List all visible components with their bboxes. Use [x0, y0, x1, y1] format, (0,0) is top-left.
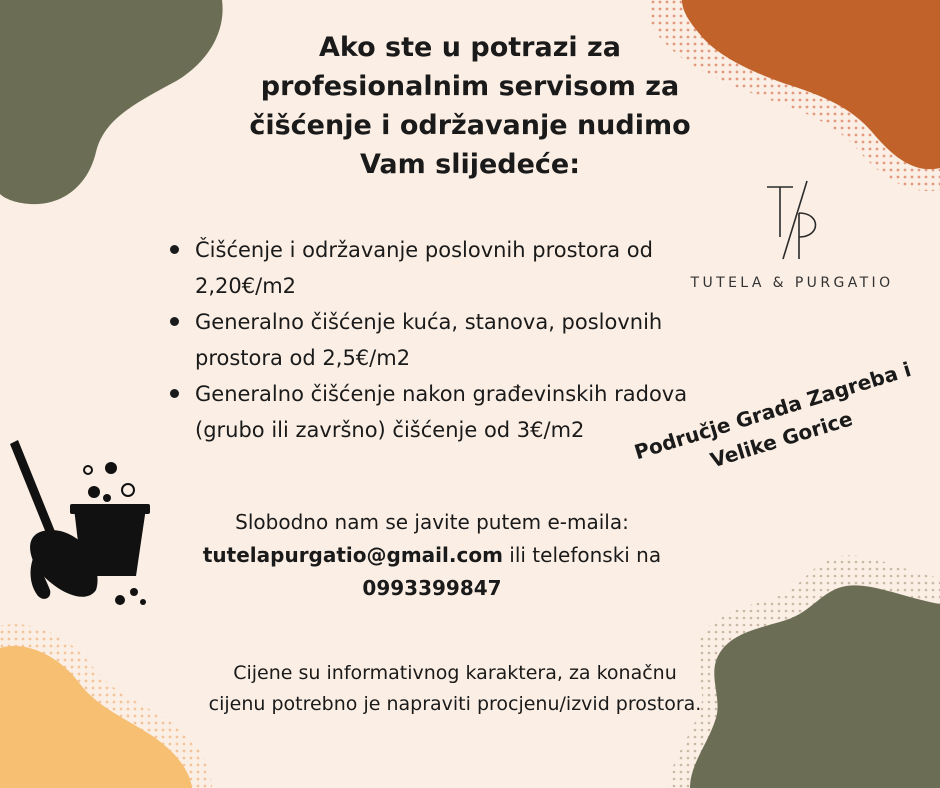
service-item: Generalno čišćenje kuća, stanova, poslovnih prostora od 2,5€/m2 — [168, 304, 688, 376]
service-item: Čišćenje i održavanje poslovnih prostora od 2,20€/m2 — [168, 232, 688, 304]
contact-block — [172, 506, 692, 605]
rust-blob-top-right — [682, 0, 940, 169]
phone-number[interactable]: 0993399847 — [362, 576, 502, 600]
logo — [652, 175, 932, 291]
email-link[interactable]: tutelapurgatio@gmail.com — [202, 543, 503, 567]
olive-blob-top-left — [0, 0, 223, 204]
contact-line — [172, 539, 692, 572]
services-list — [168, 232, 688, 448]
contact-intro: Slobodno nam se javite putem e-maila: — [235, 510, 629, 534]
monogram-logo — [747, 175, 837, 265]
service-item: Generalno čišćenje nakon građevinskih radova (grubo ili završno) čišćenje od 3€/m2 — [168, 376, 688, 448]
phone-intro: ili telefonski na — [502, 543, 662, 567]
brand-name: TUTELA & PURGATIO — [690, 275, 894, 291]
mop-bucket-icon — [0, 430, 160, 620]
headline: Ako ste u potrazi za profesionalnim servisom za čišćenje i održavanje nudimo Vam slijedeće: — [249, 32, 691, 180]
price-note: Cijene su informativnog karaktera, za konačnu cijenu potrebno je napraviti procjenu/izvid prostora. — [208, 662, 702, 715]
service-area: Područje Grada Zagreba i Velike Gorice — [631, 357, 914, 473]
peach-blob-bottom-left — [0, 646, 192, 788]
